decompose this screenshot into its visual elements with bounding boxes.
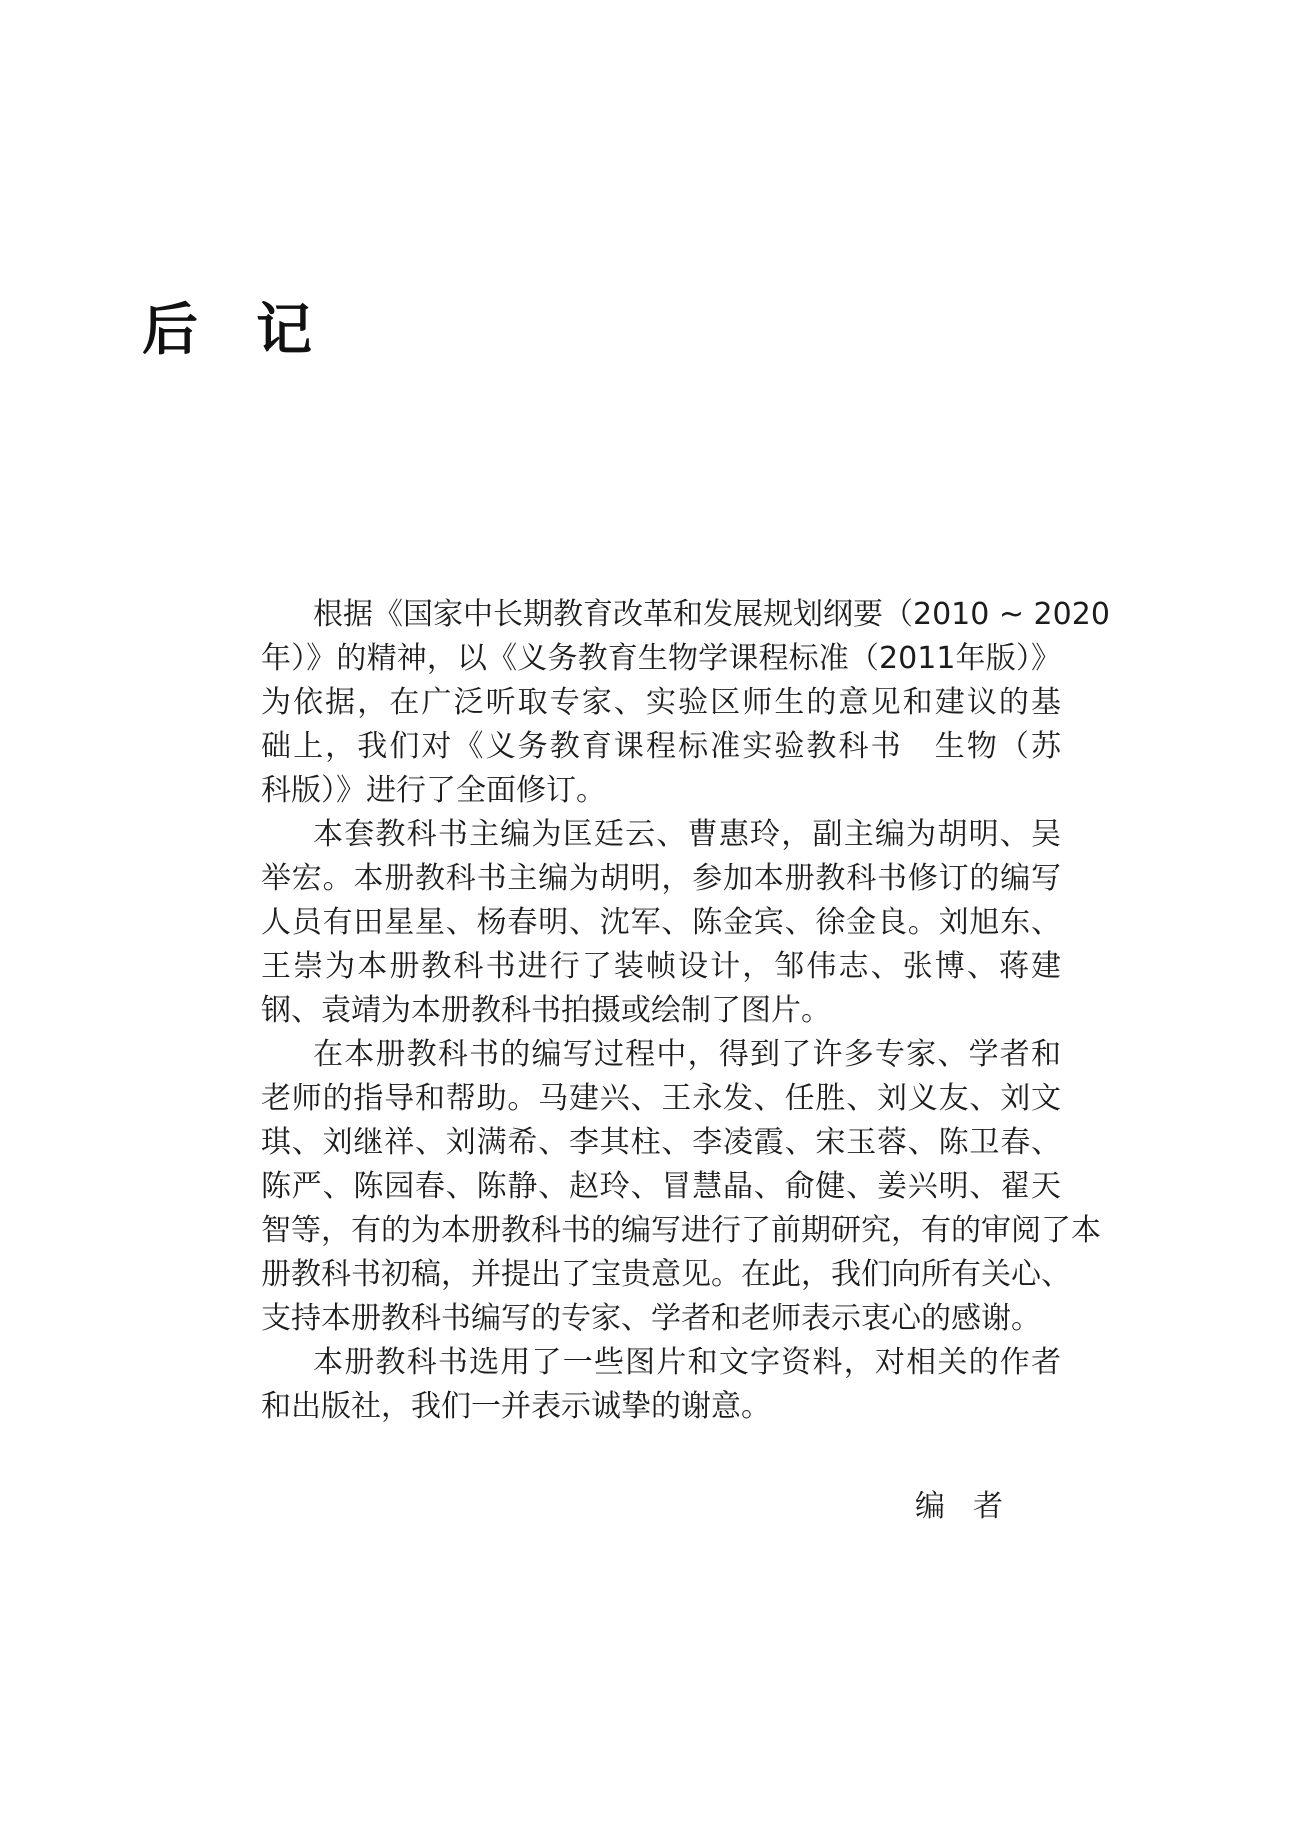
text-line: 年）》的精神，以《义务教育生物学课程标准（2011年版）》 — [261, 641, 1061, 676]
paragraph-3 — [261, 1033, 1101, 1341]
text-line: 琪、刘继祥、刘满希、李其柱、李凌霞、宋玉蓉、陈卫春、 — [261, 1125, 1061, 1160]
title-char-2: 记 — [256, 296, 312, 363]
paragraph-4 — [261, 1341, 1061, 1429]
text-line: 在本册教科书的编写过程中，得到了许多专家、学者和 — [313, 1037, 1061, 1072]
text-line: 人员有田星星、杨春明、沈军、陈金宾、徐金良。刘旭东、 — [261, 905, 1061, 940]
paragraph-2 — [261, 813, 1061, 1033]
paragraph-1 — [261, 593, 1110, 813]
text-line: 本册教科书选用了一些图片和文字资料，对相关的作者 — [313, 1345, 1061, 1380]
text-line: 根据《国家中长期教育改革和发展规划纲要（2010 ~ 2020 — [313, 597, 1110, 632]
text-line: 王崇为本册教科书进行了装帧设计，邹伟志、张博、蒋建 — [261, 949, 1061, 984]
text-line: 册教科书初稿，并提出了宝贵意见。在此，我们向所有关心、 — [261, 1257, 1071, 1292]
signature — [915, 1487, 1003, 1527]
text-line: 支持本册教科书编写的专家、学者和老师表示衷心的感谢。 — [261, 1301, 1041, 1336]
text-line: 老师的指导和帮助。马建兴、王永发、任胜、刘义友、刘文 — [261, 1081, 1061, 1116]
text-line: 陈严、陈园春、陈静、赵玲、冒慧晶、俞健、姜兴明、翟天 — [261, 1169, 1061, 1204]
text-line: 本套教科书主编为匡廷云、曹惠玲，副主编为胡明、吴 — [313, 817, 1061, 852]
text-line: 础上，我们对《义务教育课程标准实验教科书 生物（苏 — [261, 729, 1061, 764]
text-line: 为依据，在广泛听取专家、实验区师生的意见和建议的基 — [261, 685, 1061, 720]
signature-char-2: 者 — [973, 1489, 1003, 1524]
text-line: 智等，有的为本册教科书的编写进行了前期研究，有的审阅了本 — [261, 1213, 1101, 1248]
page-title — [142, 296, 312, 363]
title-char-1: 后 — [142, 296, 198, 363]
text-line: 和出版社，我们一并表示诚挚的谢意。 — [261, 1389, 771, 1424]
text-line: 科版）》进行了全面修订。 — [261, 773, 606, 808]
afterword-body — [261, 593, 1110, 1429]
text-line: 钢、袁靖为本册教科书拍摄或绘制了图片。 — [261, 993, 831, 1028]
signature-char-1: 编 — [915, 1489, 945, 1524]
text-line: 举宏。本册教科书主编为胡明，参加本册教科书修订的编写 — [261, 861, 1061, 896]
